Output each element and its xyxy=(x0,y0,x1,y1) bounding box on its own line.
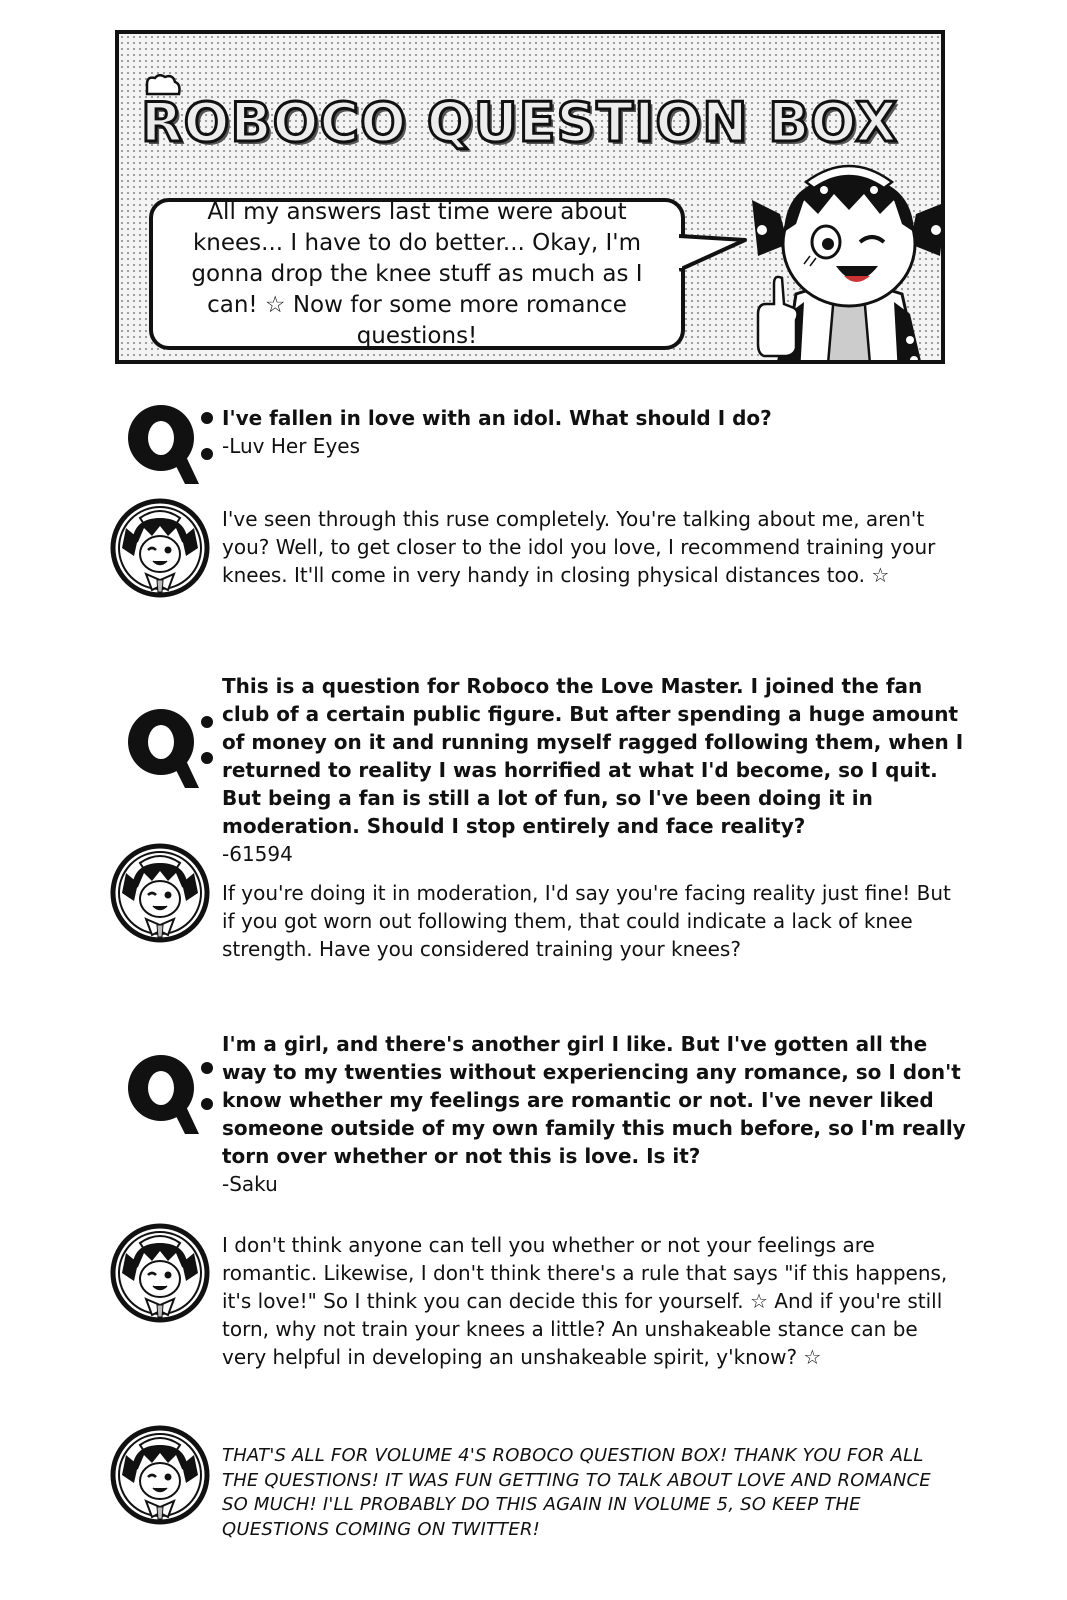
question-signature: -61594 xyxy=(222,842,293,866)
question-block-3 xyxy=(222,1030,967,1198)
speech-bubble-text: All my answers last time were about knees... I have to do better... Okay, I'm gonna drop the knee stuff as much as I can! ☆ Now for some more romance questions! xyxy=(191,198,643,349)
header-panel xyxy=(115,30,945,364)
roboco-avatar-icon xyxy=(110,1223,210,1323)
question-text: This is a question for Roboco the Love Master. I joined the fan club of a certain public figure. But after spending a huge amount of money on it and running myself ragged following them, when I returned to reality I was horrified at what I'd become, so I quit. But being a fan is still a lot of fun, so I've been doing it in moderation. Should I stop entirely and face reality? xyxy=(222,674,964,838)
question-mark-icon xyxy=(123,704,221,790)
question-text: I've fallen in love with an idol. What should I do? xyxy=(222,406,772,430)
roboco-avatar-icon xyxy=(110,498,210,598)
roboco-avatar-icon xyxy=(110,843,210,943)
speech-bubble-tail xyxy=(679,230,749,280)
roboco-mascot-illustration xyxy=(744,144,945,364)
answer-text: I've seen through this ruse completely. You're talking about me, aren't you? Well, to get closer to the idol you love, I recommend training your knees. It'll come in very handy in closing physical distances too. ☆ xyxy=(222,507,936,587)
question-text: I'm a girl, and there's another girl I like. But I've gotten all the way to my twenties without experiencing any romance, so I don't know whether my feelings are romantic or not. I've never liked someone outside of my own family this much before, so I'm really torn over whether or not this is love. Is it? xyxy=(222,1032,966,1168)
question-block-1 xyxy=(222,404,967,460)
closing-message: THAT'S ALL FOR VOLUME 4'S ROBOCO QUESTION BOX! THANK YOU FOR ALL THE QUESTIONS! IT WAS FUN GETTING TO TALK ABOUT LOVE AND ROMANCE SO MUCH! I'LL PROBABLY DO THIS AGAIN IN VOLUME 5, SO KEEP THE QUESTIONS COMING ON TWITTER! xyxy=(222,1445,931,1540)
answer-text: If you're doing it in moderation, I'd say you're facing reality just fine! But if you got worn out following them, that could indicate a lack of knee strength. Have you considered training your knees? xyxy=(222,881,951,961)
answer-text: I don't think anyone can tell you whether or not your feelings are romantic. Likewise, I don't think there's a rule that says "if this happens, it's love!" So I think you can decide this for yourself. ☆ And if you're still torn, why not train your knees a little? An unshakeable stance can be very helpful in developing an unshakeable spirit, y'know? ☆ xyxy=(222,1233,948,1369)
question-signature: -Saku xyxy=(222,1172,278,1196)
speech-bubble xyxy=(149,198,685,350)
page-title: ROBOCO QUESTION BOX xyxy=(141,91,899,154)
question-mark-icon xyxy=(123,1050,221,1136)
roboco-avatar-icon xyxy=(110,1425,210,1525)
question-block-2 xyxy=(222,672,967,868)
question-mark-icon xyxy=(123,400,221,486)
question-signature: -Luv Her Eyes xyxy=(222,434,360,458)
